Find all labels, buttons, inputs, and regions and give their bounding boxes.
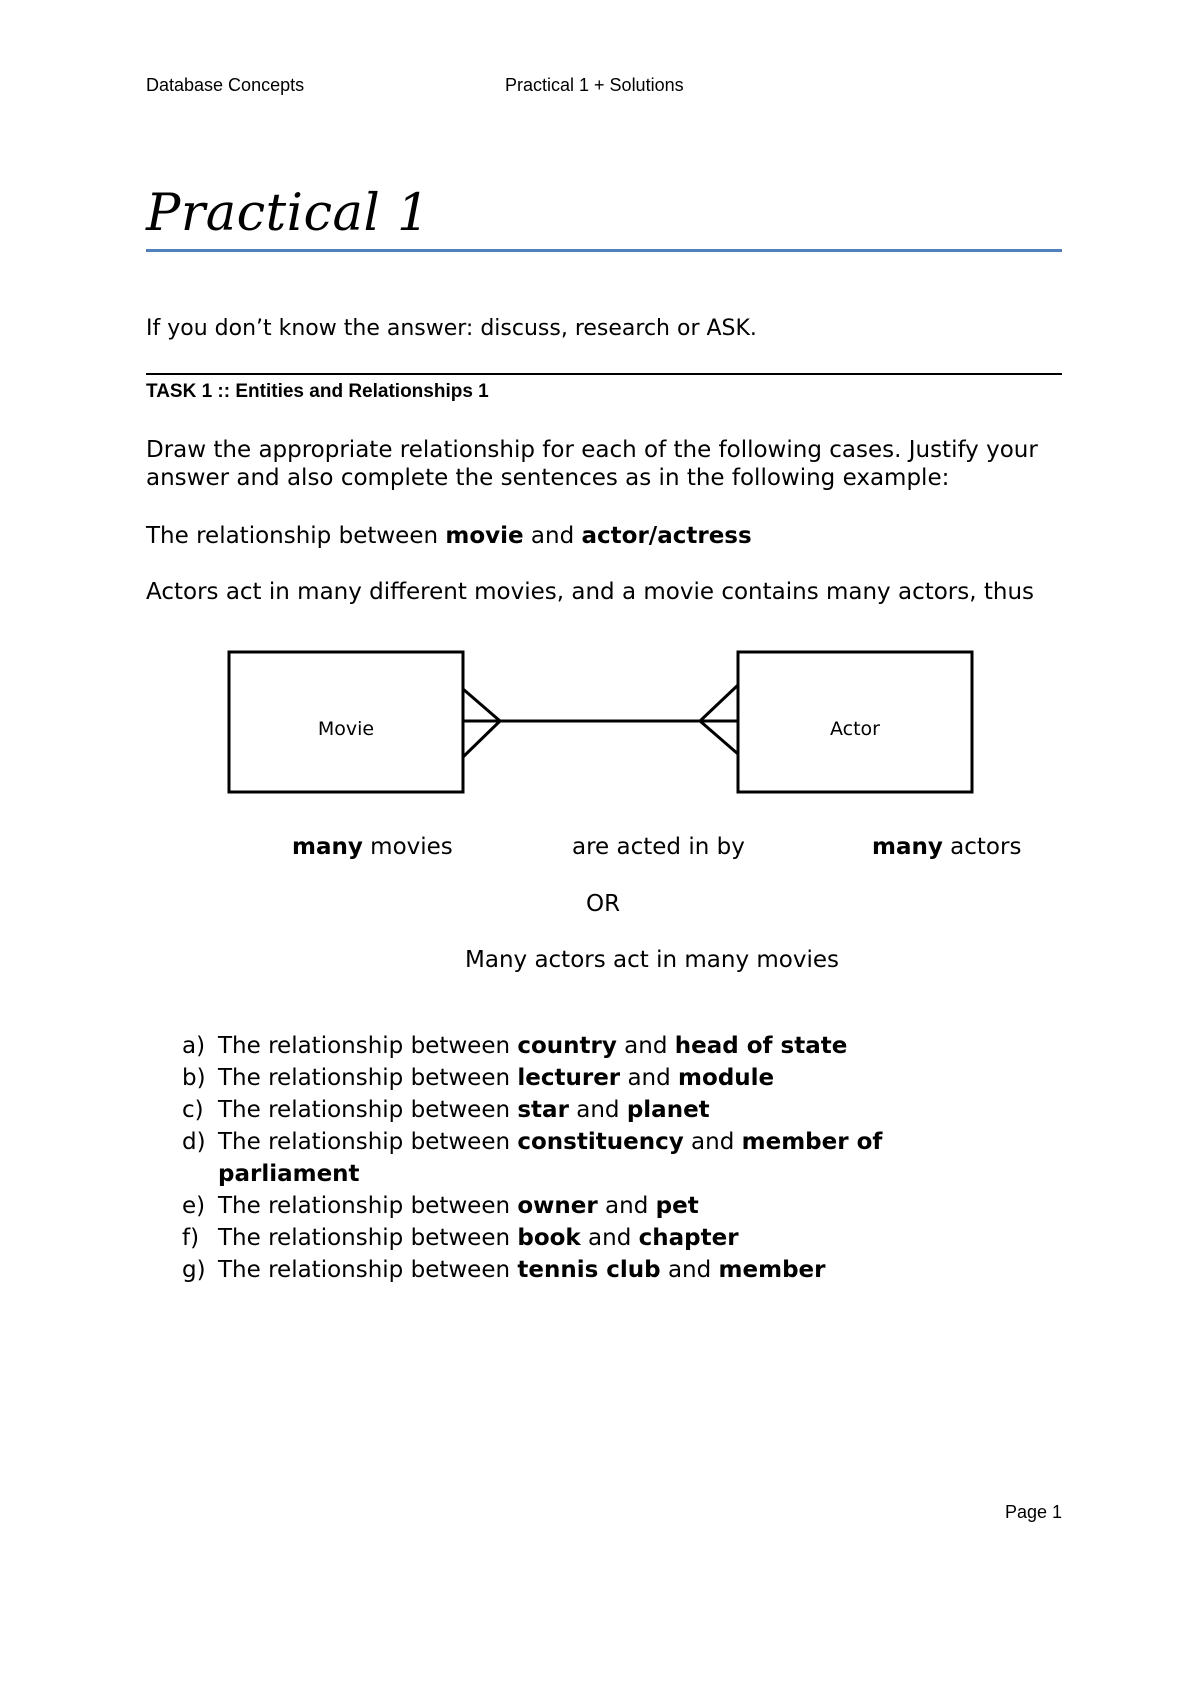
case-entity-1: constituency <box>517 1129 684 1155</box>
task-instructions: Draw the appropriate relationship for each of the following cases. Justify your answer and also complete the sentences as in the following example: <box>146 437 1038 491</box>
case-entity-1: lecturer <box>517 1065 621 1091</box>
list-item <box>182 1190 982 1222</box>
case-prefix: The relationship between <box>218 1033 518 1059</box>
or-label: OR <box>586 891 621 917</box>
case-mid: and <box>683 1129 742 1155</box>
example-middle: and <box>523 523 582 549</box>
list-marker: a) <box>182 1033 206 1059</box>
case-entity-2: module <box>678 1065 775 1091</box>
example-prefix: The relationship between <box>146 523 446 549</box>
actor-entity-label: Actor <box>830 718 880 740</box>
list-marker: f) <box>182 1225 200 1251</box>
list-item <box>182 1254 982 1286</box>
page-number: Page 1 <box>1005 1502 1063 1522</box>
case-mid: and <box>616 1033 675 1059</box>
case-entity-2: pet <box>655 1193 699 1219</box>
list-marker: c) <box>182 1097 204 1123</box>
case-mid: and <box>597 1193 656 1219</box>
header-document: Practical 1 + Solutions <box>505 75 684 95</box>
task-heading: TASK 1 :: Entities and Relationships 1 <box>146 381 489 402</box>
alternate-sentence: Many actors act in many movies <box>465 947 839 973</box>
header-course: Database Concepts <box>146 75 305 95</box>
case-prefix: The relationship between <box>218 1257 518 1283</box>
case-entity-2: member of parliament <box>218 1129 883 1187</box>
intro-text: If you don’t know the answer: discuss, research or ASK. <box>146 316 757 341</box>
cardinality-right-bold: many <box>872 834 943 860</box>
case-mid: and <box>580 1225 639 1251</box>
list-marker: g) <box>182 1257 206 1283</box>
case-entity-2: head of state <box>674 1033 848 1059</box>
case-entity-1: tennis club <box>517 1257 661 1283</box>
case-entity-1: star <box>517 1097 569 1123</box>
case-entity-2: member <box>718 1257 826 1283</box>
case-mid: and <box>660 1257 719 1283</box>
cases-list <box>182 1030 982 1286</box>
case-prefix: The relationship between <box>218 1193 518 1219</box>
list-marker: d) <box>182 1129 206 1155</box>
actor-crowsfoot-upper <box>700 685 738 721</box>
case-entity-2: planet <box>626 1097 710 1123</box>
cardinality-right <box>872 834 1021 860</box>
cardinality-left <box>292 834 453 860</box>
case-mid: and <box>620 1065 679 1091</box>
list-item <box>182 1126 982 1190</box>
list-item <box>182 1030 982 1062</box>
list-item <box>182 1062 982 1094</box>
cardinality-middle: are acted in by <box>572 834 745 860</box>
list-item <box>182 1222 982 1254</box>
case-mid: and <box>568 1097 627 1123</box>
case-entity-1: book <box>517 1225 581 1251</box>
movie-crowsfoot-lower <box>463 721 500 757</box>
example-entity-1: movie <box>445 523 524 549</box>
case-entity-1: owner <box>517 1193 598 1219</box>
cardinality-right-rest: actors <box>942 834 1022 860</box>
case-prefix: The relationship between <box>218 1225 518 1251</box>
case-prefix: The relationship between <box>218 1065 518 1091</box>
case-entity-2: chapter <box>638 1225 739 1251</box>
list-marker: b) <box>182 1065 206 1091</box>
example-entity-2: actor/actress <box>581 523 752 549</box>
case-entity-1: country <box>517 1033 617 1059</box>
movie-crowsfoot-upper <box>463 689 500 721</box>
list-marker: e) <box>182 1193 206 1219</box>
movie-entity-label: Movie <box>317 718 375 740</box>
cardinality-left-bold: many <box>292 834 363 860</box>
page-title: Practical 1 <box>146 184 430 243</box>
actor-crowsfoot-lower <box>700 721 738 754</box>
case-prefix: The relationship between <box>218 1097 518 1123</box>
case-prefix: The relationship between <box>218 1129 518 1155</box>
list-item <box>182 1094 982 1126</box>
cardinality-left-rest: movies <box>362 834 453 860</box>
er-diagram <box>0 0 1200 820</box>
example-explanation: Actors act in many different movies, and a movie contains many actors, thus <box>146 579 1035 605</box>
